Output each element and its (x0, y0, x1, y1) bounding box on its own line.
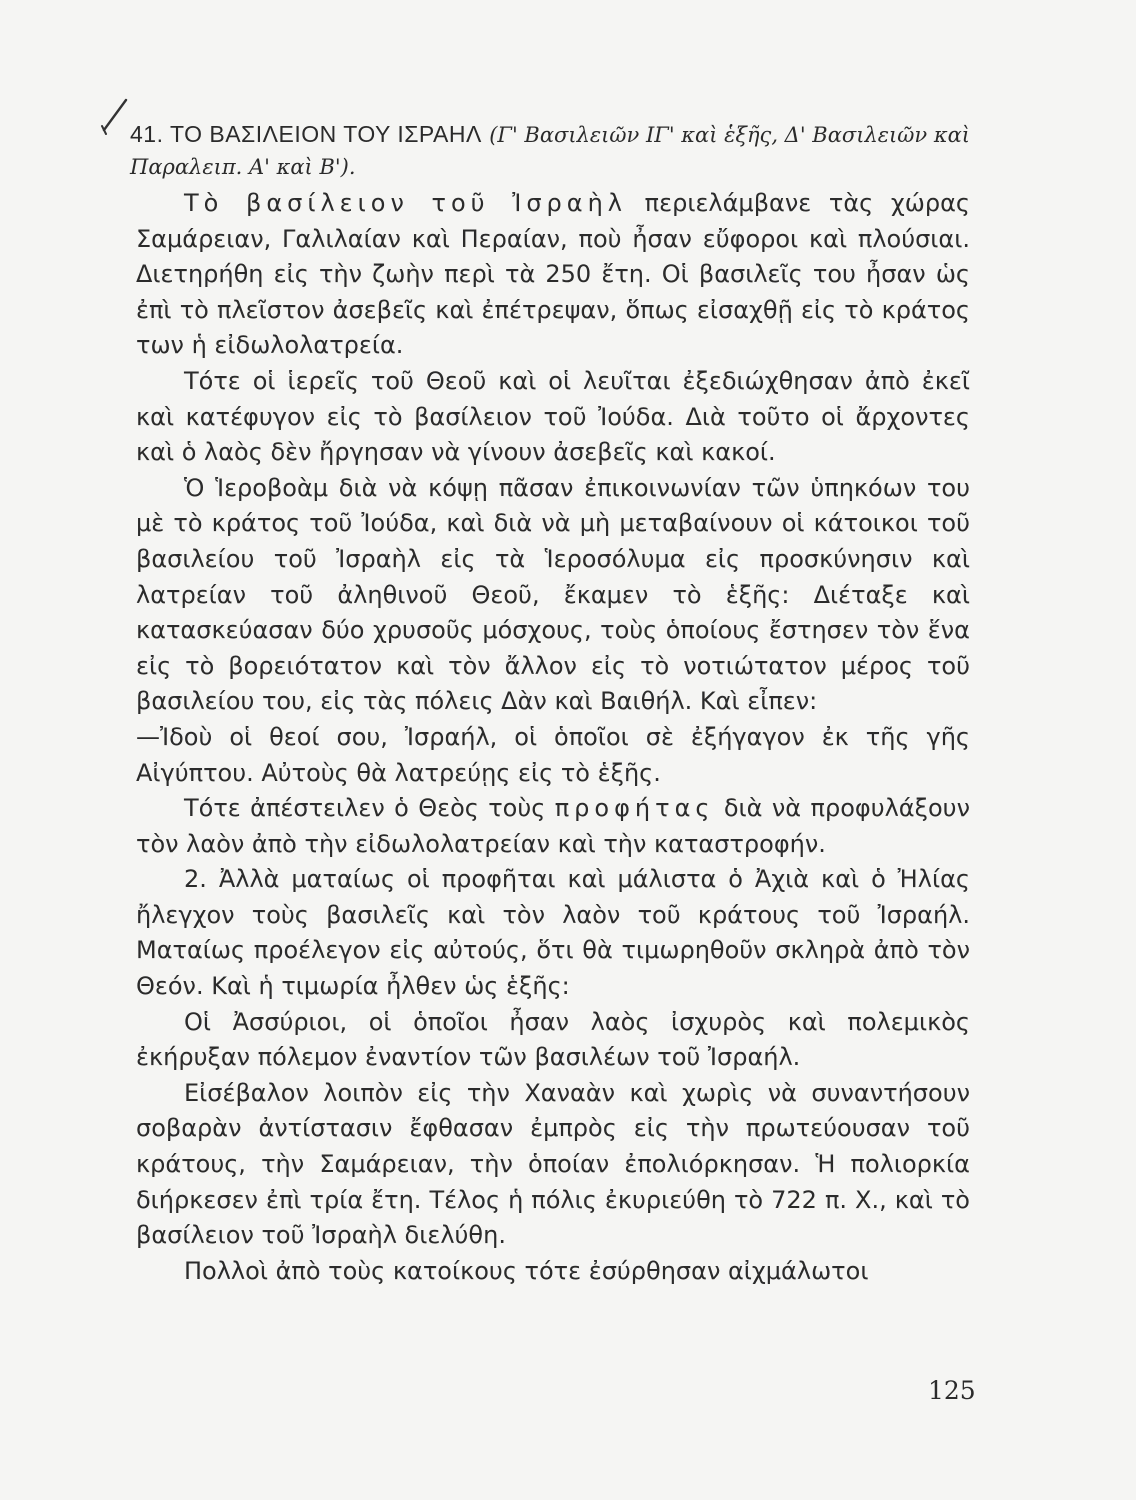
section-heading (130, 118, 990, 183)
body-text (136, 186, 970, 1289)
paragraph: Τότε οἱ ἱερεῖς τοῦ Θεοῦ καὶ οἱ λευῖται ἐξεδιώχθησαν ἀπὸ ἐκεῖ καὶ κατέφυγον εἰς τὸ βασίλειον τοῦ Ἰούδα. Διὰ τοῦτο οἱ ἄρχοντες καὶ ὁ λαὸς δὲν ἤργησαν νὰ γίνουν ἀσεβεῖς καὶ κακοί. (136, 366, 970, 467)
paragraph: Τὸ βασίλειον τοῦ Ἰσραὴλ περιελάμβανε τὰς χώρας Σαμάρειαν, Γαλιλαίαν καὶ Περαίαν, ποὺ ἦσαν εὔφοροι καὶ πλούσιαι. Διετηρήθη εἰς τὴν ζωὴν περὶ τὰ 250 ἔτη. Οἱ βασιλεῖς του ἦσαν ὡς ἐπὶ τὸ πλεῖστον ἀσεβεῖς καὶ ἐπέτρεψαν, ὅπως εἰσαχθῇ εἰς τὸ κράτος των ἡ εἰδωλολατρεία. (136, 189, 970, 360)
paragraph: Τότε ἀπέστειλεν ὁ Θεὸς τοὺς προφήτας διὰ νὰ προφυλάξουν τὸν λαὸν ἀπὸ τὴν εἰδωλολατρείαν καὶ τὴν καταστροφήν. (136, 794, 970, 858)
paragraph: 2. Ἀλλὰ ματαίως οἱ προφῆται καὶ μάλιστα ὁ Ἀχιὰ καὶ ὁ Ἠλίας ἤλεγχον τοὺς βασιλεῖς καὶ τὸν λαὸν τοῦ κράτους τοῦ Ἰσραήλ. Ματαίως προέλεγον εἰς αὐτούς, ὅτι θὰ τιμωρηθοῦν σκληρὰ ἀπὸ τὸν Θεόν. Καὶ ἡ τιμωρία ἦλθεν ὡς ἑξῆς: (136, 865, 970, 1001)
paragraph: Πολλοὶ ἀπὸ τοὺς κατοίκους τότε ἐσύρθησαν αἰχμάλωτοι (184, 1256, 869, 1285)
paragraph: Οἱ Ἀσσύριοι, οἱ ὁποῖοι ἦσαν λαὸς ἰσχυρὸς καὶ πολεμικὸς ἐκήρυξαν πόλεμον ἐναντίον τῶν βασιλέων τοῦ Ἰσραήλ. (136, 1007, 970, 1072)
paragraph-quote: —Ἰδοὺ οἱ θεοί σου, Ἰσραήλ, οἱ ὁποῖοι σὲ ἐξήγαγον ἐκ τῆς γῆς Αἰγύπτου. Αὐτοὺς θὰ λατρεύῃς εἰς τὸ ἑξῆς. (136, 722, 970, 787)
pen-mark-icon (100, 96, 130, 136)
section-title: 41. ΤΟ ΒΑΣΙΛΕΙΟΝ ΤΟΥ ΙΣΡΑΗΛ (130, 121, 482, 147)
paragraph: Ὁ Ἱεροβοὰμ διὰ νὰ κόψῃ πᾶσαν ἐπικοινωνίαν τῶν ὑπηκόων του μὲ τὸ κράτος τοῦ Ἰούδα, καὶ διὰ νὰ μὴ μεταβαίνουν οἱ κάτοικοι τοῦ βασιλείου τοῦ Ἰσραὴλ εἰς τὰ Ἱεροσόλυμα εἰς προσκύνησιν καὶ λατρείαν τοῦ ἀληθινοῦ Θεοῦ, ἔκαμεν τὸ ἑξῆς: Διέταξε καὶ κατασκεύασαν δύο χρυσοῦς μόσχους, τοὺς ὁποίους ἔστησεν τὸν ἕνα εἰς τὸ βορειότατον καὶ τὸν ἄλλον εἰς τὸ νοτιώτατον μέρος τοῦ βασιλείου του, εἰς τὰς πόλεις Δὰν καὶ Βαιθήλ. Καὶ εἶπεν: (136, 473, 970, 716)
section-reference: (Γ' Βασιλειῶν ΙΓ' καὶ ἑξῆς, Δ' Βασιλειῶν καὶ Παραλειπ. Α' καὶ Β'). (130, 123, 971, 179)
page-number: 125 (928, 1376, 976, 1405)
paragraph: Εἰσέβαλον λοιπὸν εἰς τὴν Χαναὰν καὶ χωρὶς νὰ συναντήσουν σοβαρὰν ἀντίστασιν ἔφθασαν ἐμπρὸς εἰς τὴν πρωτεύουσαν τοῦ κράτους, τὴν Σαμάρειαν, τὴν ὁποίαν ἐπολιόρκησαν. Ἡ πολιορκία διήρκεσεν ἐπὶ τρία ἔτη. Τέλος ἡ πόλις ἐκυριεύθη τὸ 722 π. Χ., καὶ τὸ βασίλειον τοῦ Ἰσραὴλ διελύθη. (136, 1078, 970, 1250)
emphasis-word: προφήτας (554, 794, 715, 823)
paragraph-lead: Τὸ βασίλειον τοῦ Ἰσραὴλ (184, 189, 627, 217)
